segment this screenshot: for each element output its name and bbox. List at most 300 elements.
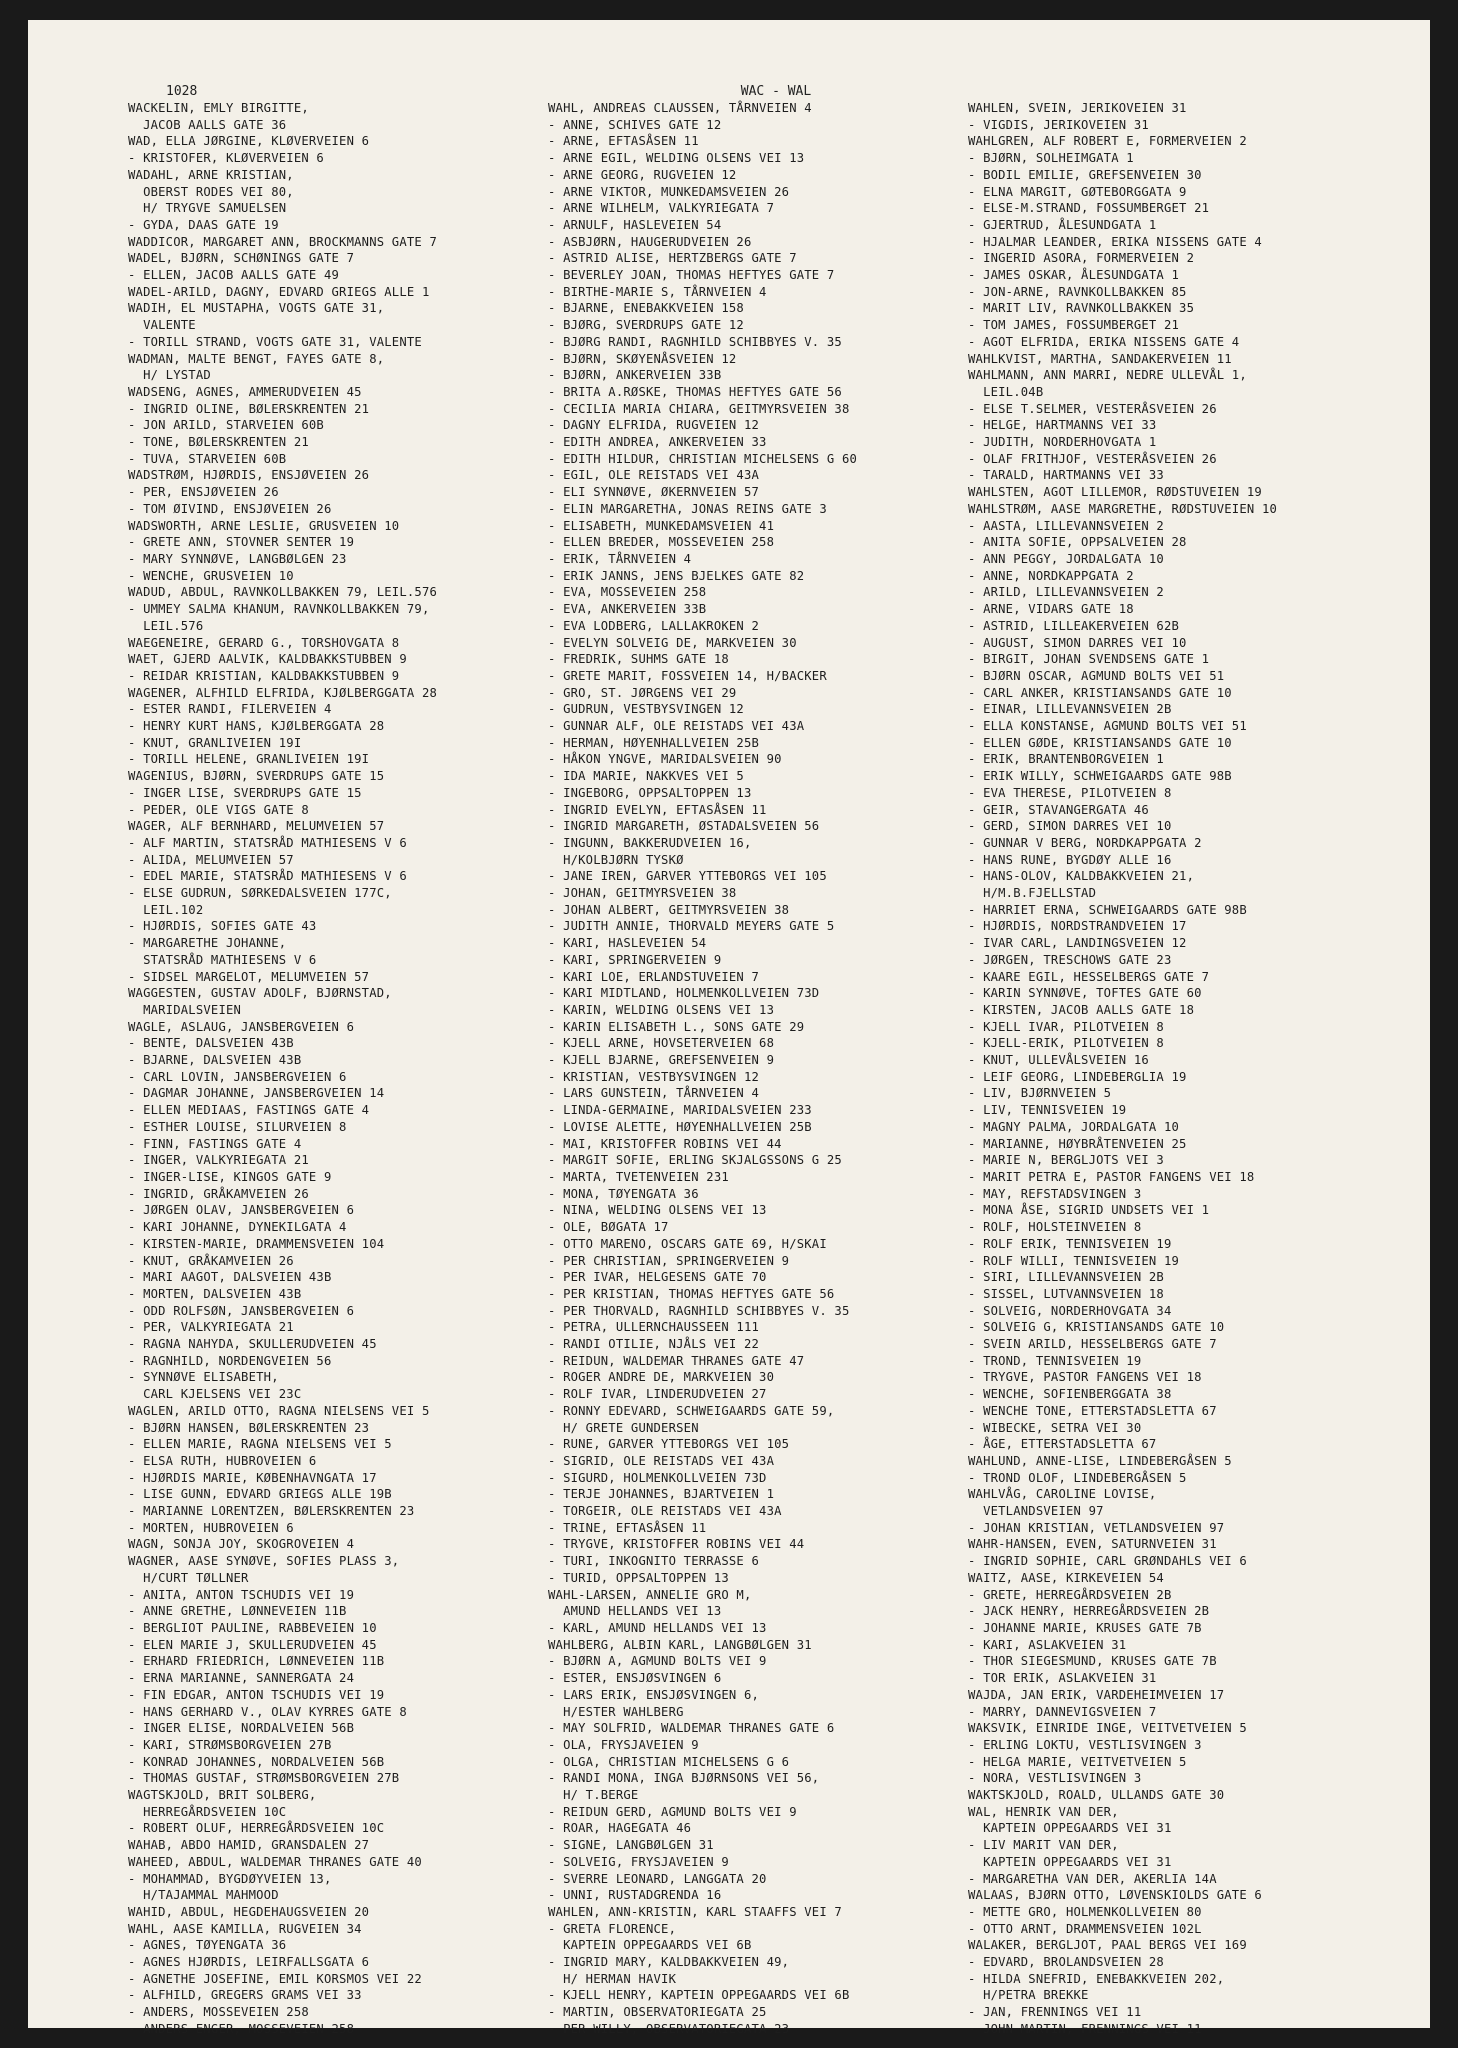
- directory-entry: - DAGMAR JOHANNE, JANSBERGVEIEN 14: [128, 1086, 385, 1101]
- directory-entry: - ARNE, EFTASÅSEN 11: [548, 134, 699, 149]
- directory-entry: - JAN, FRENNINGS VEI 11: [968, 2005, 1142, 2020]
- directory-entry: - EDITH HILDUR, CHRISTIAN MICHELSENS G 60: [548, 451, 858, 466]
- directory-entry: - EVA LODBERG, LALLAKROKEN 2: [548, 618, 760, 633]
- directory-entry: WAHLSTEN, AGOT LILLEMOR, RØDSTUVEIEN 19: [968, 485, 1262, 500]
- directory-entry: WAKSVIK, EINRIDE INGE, VEITVETVEIEN 5: [968, 1721, 1247, 1736]
- directory-entry: - RUNE, GARVER YTTEBORGS VEI 105: [548, 1437, 790, 1452]
- directory-entry: - GUNNAR ALF, OLE REISTADS VEI 43A: [548, 719, 805, 734]
- directory-entry: - EDEL MARIE, STATSRÅD MATHIESENS V 6: [128, 869, 407, 884]
- directory-column-2: [548, 100, 948, 2038]
- directory-entry: - OTTO MARENO, OSCARS GATE 69, H/SKAI: [548, 1236, 827, 1251]
- directory-entry: - RANDI MONA, INGA BJØRNSONS VEI 56,: [548, 1771, 820, 1786]
- directory-entry: - PEDER, OLE VIGS GATE 8: [128, 802, 309, 817]
- directory-entry: - TARALD, HARTMANNS VEI 33: [968, 468, 1164, 483]
- directory-entry: - CECILIA MARIA CHIARA, GEITMYRSVEIEN 38: [548, 401, 850, 416]
- directory-entry: - ANDERS ENGER, MOSSEVEIEN 258: [128, 2021, 355, 2036]
- directory-entry: - INGERID ASORA, FORMERVEIEN 2: [968, 251, 1195, 266]
- directory-entry: - ANDERS, MOSSEVEIEN 258: [128, 2005, 309, 2020]
- directory-entry: WAHLMANN, ANN MARRI, NEDRE ULLEVÅL 1,: [968, 368, 1247, 383]
- directory-entry: - PER, VALKYRIEGATA 21: [128, 1320, 294, 1335]
- directory-entry: WAGGESTEN, GUSTAV ADOLF, BJØRNSTAD,: [128, 986, 392, 1001]
- directory-entry: - INGUNN, BAKKERUDVEIEN 16,: [548, 835, 752, 850]
- directory-entry: - ELLEN BREDER, MOSSEVEIEN 258: [548, 535, 775, 550]
- directory-entry: - TOR ERIK, ASLAKVEIEN 31: [968, 1671, 1157, 1686]
- directory-entry: H/ T.BERGE: [548, 1788, 639, 1803]
- directory-entry: - EGIL, OLE REISTADS VEI 43A: [548, 468, 760, 483]
- directory-entry: - JAMES OSKAR, ÅLESUNDGATA 1: [968, 268, 1180, 283]
- directory-entry: - KJELL IVAR, PILOTVEIEN 8: [968, 1019, 1164, 1034]
- directory-entry: - PER WILLY, OBSERVATORIEGATA 23: [548, 2021, 790, 2036]
- directory-entry: - MARGARETHE JOHANNE,: [128, 936, 287, 951]
- directory-entry: - PER, ENSJØVEIEN 26: [128, 485, 279, 500]
- directory-entry: WAGLEN, ARILD OTTO, RAGNA NIELSENS VEI 5: [128, 1403, 430, 1418]
- directory-entry: - KARI, ASLAKVEIEN 31: [968, 1637, 1127, 1652]
- directory-entry: - REIDAR KRISTIAN, KALDBAKKSTUBBEN 9: [128, 668, 400, 683]
- directory-entry: - ARNE VIKTOR, MUNKEDAMSVEIEN 26: [548, 184, 790, 199]
- directory-entry: - ASBJØRN, HAUGERUDVEIEN 26: [548, 234, 752, 249]
- directory-entry: WADAHL, ARNE KRISTIAN,: [128, 167, 294, 182]
- directory-entry: - ELIN MARGARETHA, JONAS REINS GATE 3: [548, 501, 827, 516]
- directory-entry: - BENTE, DALSVEIEN 43B: [128, 1036, 294, 1051]
- directory-entry: STATSRÅD MATHIESENS V 6: [128, 952, 317, 967]
- directory-entry: - KRISTOFER, KLØVERVEIEN 6: [128, 151, 324, 166]
- directory-entry: - GRETE ANN, STOVNER SENTER 19: [128, 535, 355, 550]
- directory-entry: - JOHN MARTIN, FRENNINGS VEI 11: [968, 2021, 1202, 2036]
- directory-entry: - TOM JAMES, FOSSUMBERGET 21: [968, 318, 1180, 333]
- directory-entry: - ANN PEGGY, JORDALGATA 10: [968, 551, 1164, 566]
- directory-entry: - EDITH ANDREA, ANKERVEIEN 33: [548, 435, 767, 450]
- directory-entry: LEIL.576: [128, 618, 204, 633]
- directory-column-3: [968, 100, 1368, 2038]
- directory-entry: WAHLEN, ANN-KRISTIN, KARL STAAFFS VEI 7: [548, 1904, 842, 1919]
- directory-entry: - HERMAN, HØYENHALLVEIEN 25B: [548, 735, 760, 750]
- directory-entry: - ERIK, TÅRNVEIEN 4: [548, 551, 692, 566]
- directory-entry: - BJØRN, SKØYENÅSVEIEN 12: [548, 351, 737, 366]
- page-number: 1028: [166, 84, 198, 99]
- directory-entry: - ASTRID, LILLEAKERVEIEN 62B: [968, 618, 1180, 633]
- directory-entry: KAPTEIN OPPEGAARDS VEI 6B: [548, 1938, 752, 1953]
- directory-entry: - PETRA, ULLERNCHAUSSEEN 111: [548, 1320, 760, 1335]
- directory-entry: - LOVISE ALETTE, HØYENHALLVEIEN 25B: [548, 1119, 812, 1134]
- directory-entry: - ELLEN GØDE, KRISTIANSANDS GATE 10: [968, 735, 1232, 750]
- directory-entry: - AGNES HJØRDIS, LEIRFALLSGATA 6: [128, 1955, 370, 1970]
- directory-entry: - JON ARILD, STARVEIEN 60B: [128, 418, 324, 433]
- directory-entry: - RONNY EDEVARD, SCHWEIGAARDS GATE 59,: [548, 1403, 835, 1418]
- directory-entry: - MARIANNE LORENTZEN, BØLERSKRENTEN 23: [128, 1504, 415, 1519]
- directory-entry: - KJELL HENRY, KAPTEIN OPPEGAARDS VEI 6B: [548, 1988, 850, 2003]
- directory-entry: WAHEED, ABDUL, WALDEMAR THRANES GATE 40: [128, 1854, 422, 1869]
- directory-entry: - SOLVEIG, FRYSJAVEIEN 9: [548, 1854, 729, 1869]
- directory-entry: - TORILL HELENE, GRANLIVEIEN 19I: [128, 752, 370, 767]
- directory-entry: - TERJE JOHANNES, BJARTVEIEN 1: [548, 1487, 775, 1502]
- directory-entry: KAPTEIN OPPEGAARDS VEI 31: [968, 1854, 1172, 1869]
- directory-entry: - INGRID OLINE, BØLERSKRENTEN 21: [128, 401, 370, 416]
- directory-entry: - AASTA, LILLEVANNSVEIEN 2: [968, 518, 1164, 533]
- directory-entry: - TROND, TENNISVEIEN 19: [968, 1353, 1142, 1368]
- directory-entry: - TROND OLOF, LINDEBERGÅSEN 5: [968, 1470, 1187, 1485]
- directory-entry: - ELLA KONSTANSE, AGMUND BOLTS VEI 51: [968, 719, 1247, 734]
- directory-entry: - LEIF GEORG, LINDEBERGLIA 19: [968, 1069, 1187, 1084]
- directory-entry: - AGNES, TØYENGATA 36: [128, 1938, 287, 1953]
- directory-entry: - ERNA MARIANNE, SANNERGATA 24: [128, 1671, 355, 1686]
- directory-entry: WAHR-HANSEN, EVEN, SATURNVEIEN 31: [968, 1537, 1217, 1552]
- directory-entry: - THOMAS GUSTAF, STRØMSBORGVEIEN 27B: [128, 1771, 400, 1786]
- directory-entry: WADSWORTH, ARNE LESLIE, GRUSVEIEN 10: [128, 518, 400, 533]
- directory-entry: - NINA, WELDING OLSENS VEI 13: [548, 1203, 767, 1218]
- directory-entry: - FREDRIK, SUHMS GATE 18: [548, 652, 729, 667]
- directory-entry: - JØRGEN, TRESCHOWS GATE 23: [968, 952, 1172, 967]
- directory-entry: - HELGA MARIE, VEITVETVEIEN 5: [968, 1754, 1187, 1769]
- directory-entry: - MAGNY PALMA, JORDALGATA 10: [968, 1119, 1180, 1134]
- directory-entry: - JOHAN KRISTIAN, VETLANDSVEIEN 97: [968, 1520, 1225, 1535]
- directory-entry: - ARNE GEORG, RUGVEIEN 12: [548, 167, 737, 182]
- directory-entry: - BIRGIT, JOHAN SVENDSENS GATE 1: [968, 652, 1210, 667]
- directory-entry: H/ HERMAN HAVIK: [548, 1971, 677, 1986]
- directory-entry: - ARNE, VIDARS GATE 18: [968, 602, 1134, 617]
- directory-entry: - MARY SYNNØVE, LANGBØLGEN 23: [128, 551, 347, 566]
- directory-entry: - ROLF, HOLSTEINVEIEN 8: [968, 1220, 1142, 1235]
- directory-entry: - GERD, SIMON DARRES VEI 10: [968, 819, 1172, 834]
- directory-entry: - BJØRN, ANKERVEIEN 33B: [548, 368, 722, 383]
- directory-entry: - ÅGE, ETTERSTADSLETTA 67: [968, 1437, 1157, 1452]
- directory-entry: - AGNETHE JOSEFINE, EMIL KORSMOS VEI 22: [128, 1971, 422, 1986]
- directory-entry: WAGENIUS, BJØRN, SVERDRUPS GATE 15: [128, 769, 385, 784]
- directory-entry: - INGER-LISE, KINGOS GATE 9: [128, 1170, 332, 1184]
- directory-entry: - GJERTRUD, ÅLESUNDGATA 1: [968, 217, 1157, 232]
- directory-entry: - ROLF IVAR, LINDERUDVEIEN 27: [548, 1387, 767, 1402]
- directory-entry: - BJARNE, DALSVEIEN 43B: [128, 1053, 302, 1068]
- directory-entry: - EDVARD, BROLANDSVEIEN 28: [968, 1955, 1164, 1970]
- directory-entry: - RAGNA NAHYDA, SKULLERUDVEIEN 45: [128, 1337, 377, 1352]
- directory-entry: - VIGDIS, JERIKOVEIEN 31: [968, 117, 1149, 132]
- directory-entry: H/ GRETE GUNDERSEN: [548, 1420, 699, 1435]
- directory-entry: - BJØRN, SOLHEIMGATA 1: [968, 151, 1134, 166]
- directory-entry: - LIV, TENNISVEIEN 19: [968, 1103, 1127, 1118]
- directory-entry: - MARGARETHA VAN DER, AKERLIA 14A: [968, 1871, 1217, 1886]
- directory-entry: - SOLVEIG G, KRISTIANSANDS GATE 10: [968, 1320, 1225, 1335]
- directory-entry: - PER KRISTIAN, THOMAS HEFTYES GATE 56: [548, 1286, 835, 1301]
- directory-entry: - ANITA, ANTON TSCHUDIS VEI 19: [128, 1587, 355, 1602]
- directory-entry: WADEL, BJØRN, SCHØNINGS GATE 7: [128, 251, 355, 266]
- directory-entry: - BIRTHE-MARIE S, TÅRNVEIEN 4: [548, 284, 767, 299]
- directory-entry: - HANS GERHARD V., OLAV KYRRES GATE 8: [128, 1704, 407, 1719]
- directory-entry: - GRETE, HERREGÅRDSVEIEN 2B: [968, 1587, 1172, 1602]
- directory-entry: - ROAR, HAGEGATA 46: [548, 1821, 692, 1836]
- directory-entry: - KARI, STRØMSBORGVEIEN 27B: [128, 1737, 332, 1752]
- directory-entry: - WENCHE, GRUSVEIEN 10: [128, 568, 294, 583]
- directory-entry: WAHLEN, SVEIN, JERIKOVEIEN 31: [968, 101, 1187, 115]
- directory-entry: - MONA ÅSE, SIGRID UNDSETS VEI 1: [968, 1203, 1210, 1218]
- directory-entry: - ANNE, SCHIVES GATE 12: [548, 117, 722, 132]
- directory-entry: - OLE, BØGATA 17: [548, 1220, 669, 1235]
- directory-entry: - BJØRN A, AGMUND BOLTS VEI 9: [548, 1654, 767, 1669]
- directory-entry: - UNNI, RUSTADGRENDA 16: [548, 1888, 722, 1903]
- directory-entry: - BODIL EMILIE, GREFSENVEIEN 30: [968, 167, 1202, 182]
- directory-entry: - TRINE, EFTASÅSEN 11: [548, 1520, 707, 1535]
- directory-entry: - SOLVEIG, NORDERHOVGATA 34: [968, 1303, 1172, 1318]
- directory-entry: - UMMEY SALMA KHANUM, RAVNKOLLBAKKEN 79,: [128, 602, 430, 617]
- directory-entry: WAJDA, JAN ERIK, VARDEHEIMVEIEN 17: [968, 1687, 1225, 1702]
- directory-entry: WAHLUND, ANNE-LISE, LINDEBERGÅSEN 5: [968, 1453, 1232, 1468]
- directory-entry: VETLANDSVEIEN 97: [968, 1504, 1104, 1519]
- directory-entry: - OLA, FRYSJAVEIEN 9: [548, 1737, 699, 1752]
- directory-entry: - ELLEN, JACOB AALLS GATE 49: [128, 268, 340, 283]
- directory-entry: - EVELYN SOLVEIG DE, MARKVEIEN 30: [548, 635, 797, 650]
- directory-entry: WAHAB, ABDO HAMID, GRANSDALEN 27: [128, 1838, 370, 1853]
- directory-entry: - SIGNE, LANGBØLGEN 31: [548, 1838, 714, 1853]
- directory-entry: - HANS-OLOV, KALDBAKKVEIEN 21,: [968, 869, 1195, 884]
- directory-entry: - GUNNAR V BERG, NORDKAPPGATA 2: [968, 835, 1202, 850]
- directory-entry: - BERGLIOT PAULINE, RABBEVEIEN 10: [128, 1620, 377, 1635]
- directory-entry: - KNUT, GRANLIVEIEN 19I: [128, 735, 302, 750]
- directory-entry: H/ LYSTAD: [128, 368, 211, 383]
- directory-entry: WADEL-ARILD, DAGNY, EDVARD GRIEGS ALLE 1: [128, 284, 430, 299]
- directory-entry: - INGRID SOPHIE, CARL GRØNDAHLS VEI 6: [968, 1554, 1247, 1569]
- directory-entry: - SISSEL, LUTVANNSVEIEN 18: [968, 1286, 1164, 1301]
- directory-entry: - KJELL BJARNE, GREFSENVEIEN 9: [548, 1053, 775, 1068]
- directory-entry: - HANS RUNE, BYGDØY ALLE 16: [968, 852, 1172, 867]
- directory-entry: WAHL-LARSEN, ANNELIE GRO M,: [548, 1587, 752, 1602]
- directory-entry: - JOHAN, GEITMYRSVEIEN 38: [548, 886, 737, 901]
- directory-entry: - GUDRUN, VESTBYSVINGEN 12: [548, 702, 744, 717]
- directory-entry: - ANNE GRETHE, LØNNEVEIEN 11B: [128, 1604, 347, 1619]
- directory-entry: - MARIANNE, HØYBRÅTENVEIEN 25: [968, 1136, 1187, 1151]
- directory-entry: LEIL.04B: [968, 384, 1044, 399]
- directory-entry: HERREGÅRDSVEIEN 10C: [128, 1804, 287, 1819]
- directory-entry: - JANE IREN, GARVER YTTEBORGS VEI 105: [548, 869, 827, 884]
- directory-entry: - INGRID MARGARETH, ØSTADALSVEIEN 56: [548, 819, 820, 834]
- page-range: WAC - WAL: [740, 84, 812, 99]
- directory-entry: - KNUT, GRÅKAMVEIEN 26: [128, 1253, 294, 1268]
- directory-entry: - WENCHE, SOFIENBERGGATA 38: [968, 1387, 1172, 1402]
- directory-entry: - HENRY KURT HANS, KJØLBERGGATA 28: [128, 719, 385, 734]
- directory-entry: - ROGER ANDRE DE, MARKVEIEN 30: [548, 1370, 775, 1385]
- directory-entry: - ALIDA, MELUMVEIEN 57: [128, 852, 294, 867]
- directory-entry: - SIRI, LILLEVANNSVEIEN 2B: [968, 1270, 1164, 1285]
- directory-entry: - IVAR CARL, LANDINGSVEIEN 12: [968, 936, 1187, 951]
- directory-entry: H/ TRYGVE SAMUELSEN: [128, 201, 287, 216]
- directory-entry: H/CURT TØLLNER: [128, 1570, 249, 1585]
- directory-entry: - BJØRG, SVERDRUPS GATE 12: [548, 318, 744, 333]
- directory-entry: WAHLKVIST, MARTHA, SANDAKERVEIEN 11: [968, 351, 1232, 366]
- directory-entry: MARIDALSVEIEN: [128, 1002, 242, 1017]
- directory-entry: - JACK HENRY, HERREGÅRDSVEIEN 2B: [968, 1604, 1210, 1619]
- directory-entry: - SIGRID, OLE REISTADS VEI 43A: [548, 1453, 775, 1468]
- directory-entry: - ELNA MARGIT, GØTEBORGGATA 9: [968, 184, 1187, 199]
- directory-entry: WAET, GJERD AALVIK, KALDBAKKSTUBBEN 9: [128, 652, 407, 667]
- directory-entry: - HELGE, HARTMANNS VEI 33: [968, 418, 1157, 433]
- directory-entry: - ERIK JANNS, JENS BJELKES GATE 82: [548, 568, 805, 583]
- directory-entry: - TORGEIR, OLE REISTADS VEI 43A: [548, 1504, 782, 1519]
- directory-entry: - IDA MARIE, NAKKVES VEI 5: [548, 769, 744, 784]
- directory-entry: - ARNE WILHELM, VALKYRIEGATA 7: [548, 201, 775, 216]
- directory-entry: - JØRGEN OLAV, JANSBERGVEIEN 6: [128, 1203, 355, 1218]
- directory-entry: - THOR SIEGESMUND, KRUSES GATE 7B: [968, 1654, 1217, 1669]
- directory-entry: - JOHAN ALBERT, GEITMYRSVEIEN 38: [548, 902, 790, 917]
- directory-entry: - ROLF WILLI, TENNISVEIEN 19: [968, 1253, 1180, 1268]
- directory-entry: - KARIN ELISABETH L., SONS GATE 29: [548, 1019, 805, 1034]
- directory-entry: - ESTER RANDI, FILERVEIEN 4: [128, 702, 332, 717]
- directory-entry: WAGLE, ASLAUG, JANSBERGVEIEN 6: [128, 1019, 355, 1034]
- directory-entry: KAPTEIN OPPEGAARDS VEI 31: [968, 1821, 1172, 1836]
- directory-entry: - INGRID EVELYN, EFTASÅSEN 11: [548, 802, 767, 817]
- directory-entry: - PER IVAR, HELGESENS GATE 70: [548, 1270, 767, 1285]
- directory-entry: OBERST RODES VEI 80,: [128, 184, 294, 199]
- directory-entry: - KONRAD JOHANNES, NORDALVEIEN 56B: [128, 1754, 385, 1769]
- directory-entry: - ELISABETH, MUNKEDAMSVEIEN 41: [548, 518, 775, 533]
- directory-entry: - SYNNØVE ELISABETH,: [128, 1370, 279, 1385]
- directory-entry: - GRETA FLORENCE,: [548, 1921, 677, 1936]
- directory-entry: JACOB AALLS GATE 36: [128, 117, 287, 132]
- directory-entry: - ERIK, BRANTENBORGVEIEN 1: [968, 752, 1164, 767]
- directory-entry: H/TAJAMMAL MAHMOOD: [128, 1888, 279, 1903]
- directory-entry: - KARI MIDTLAND, HOLMENKOLLVEIEN 73D: [548, 986, 820, 1001]
- directory-entry: - REIDUN, WALDEMAR THRANES GATE 47: [548, 1353, 805, 1368]
- directory-entry: - MARIT PETRA E, PASTOR FANGENS VEI 18: [968, 1170, 1255, 1184]
- directory-entry: - INGEBORG, OPPSALTOPPEN 13: [548, 785, 752, 800]
- directory-entry: - KAARE EGIL, HESSELBERGS GATE 7: [968, 969, 1210, 984]
- directory-entry: - LARS ERIK, ENSJØSVINGEN 6,: [548, 1687, 760, 1702]
- directory-entry: - GRO, ST. JØRGENS VEI 29: [548, 685, 737, 700]
- directory-entry: - ANNE, NORDKAPPGATA 2: [968, 568, 1134, 583]
- directory-entry: - ASTRID ALISE, HERTZBERGS GATE 7: [548, 251, 797, 266]
- directory-entry: - BEVERLEY JOAN, THOMAS HEFTYES GATE 7: [548, 268, 835, 283]
- directory-entry: - MARTIN, OBSERVATORIEGATA 25: [548, 2005, 767, 2020]
- directory-entry: - METTE GRO, HOLMENKOLLVEIEN 80: [968, 1904, 1202, 1919]
- directory-entry: - MORTEN, HUBROVEIEN 6: [128, 1520, 294, 1535]
- directory-entry: - MORTEN, DALSVEIEN 43B: [128, 1286, 302, 1301]
- directory-entry: WAL, HENRIK VAN DER,: [968, 1804, 1119, 1819]
- directory-entry: - GYDA, DAAS GATE 19: [128, 217, 279, 232]
- directory-entry: - MARI AAGOT, DALSVEIEN 43B: [128, 1270, 332, 1285]
- directory-entry: WAGNER, AASE SYNØVE, SOFIES PLASS 3,: [128, 1554, 400, 1569]
- directory-entry: - JUDITH ANNIE, THORVALD MEYERS GATE 5: [548, 919, 835, 934]
- directory-entry: WAHL, ANDREAS CLAUSSEN, TÅRNVEIEN 4: [548, 101, 812, 115]
- directory-entry: - ELSE T.SELMER, VESTERÅSVEIEN 26: [968, 401, 1217, 416]
- directory-entry: - TRYGVE, PASTOR FANGENS VEI 18: [968, 1370, 1202, 1385]
- directory-entry: - HJØRDIS MARIE, KØBENHAVNGATA 17: [128, 1470, 377, 1485]
- directory-entry: - MARIT LIV, RAVNKOLLBAKKEN 35: [968, 301, 1195, 316]
- directory-entry: - TONE, BØLERSKRENTEN 21: [128, 435, 309, 450]
- directory-entry: - GRETE MARIT, FOSSVEIEN 14, H/BACKER: [548, 668, 827, 683]
- directory-entry: WAD, ELLA JØRGINE, KLØVERVEIEN 6: [128, 134, 370, 149]
- directory-entry: - ERIK WILLY, SCHWEIGAARDS GATE 98B: [968, 769, 1232, 784]
- directory-entry: - ELSA RUTH, HUBROVEIEN 6: [128, 1453, 317, 1468]
- directory-entry: - PER THORVALD, RAGNHILD SCHIBBYES V. 35: [548, 1303, 850, 1318]
- directory-entry: - KARIN, WELDING OLSENS VEI 13: [548, 1002, 775, 1017]
- directory-entry: - TURID, OPPSALTOPPEN 13: [548, 1570, 729, 1585]
- directory-entry: - EVA, ANKERVEIEN 33B: [548, 602, 707, 617]
- directory-entry: - KARIN SYNNØVE, TOFTES GATE 60: [968, 986, 1202, 1001]
- directory-entry: - TORILL STRAND, VOGTS GATE 31, VALENTE: [128, 334, 422, 349]
- directory-entry: - RAGNHILD, NORDENGVEIEN 56: [128, 1353, 332, 1368]
- directory-entry: - JUDITH, NORDERHOVGATA 1: [968, 435, 1157, 450]
- directory-entry: - ELI SYNNØVE, ØKERNVEIEN 57: [548, 485, 760, 500]
- directory-entry: - HJØRDIS, SOFIES GATE 43: [128, 919, 317, 934]
- directory-entry: - INGRID, GRÅKAMVEIEN 26: [128, 1186, 309, 1201]
- directory-entry: - INGER, VALKYRIEGATA 21: [128, 1153, 309, 1168]
- directory-entry: - MAY, REFSTADSVINGEN 3: [968, 1186, 1142, 1201]
- directory-entry: WADMAN, MALTE BENGT, FAYES GATE 8,: [128, 351, 385, 366]
- directory-entry: - TRYGVE, KRISTOFFER ROBINS VEI 44: [548, 1537, 805, 1552]
- directory-entry: WADIH, EL MUSTAPHA, VOGTS GATE 31,: [128, 301, 385, 316]
- directory-entry: WAHLVÅG, CAROLINE LOVISE,: [968, 1487, 1157, 1502]
- directory-entry: - TURI, INKOGNITO TERRASSE 6: [548, 1554, 760, 1569]
- directory-entry: - LARS GUNSTEIN, TÅRNVEIEN 4: [548, 1086, 760, 1101]
- directory-entry: - MAY SOLFRID, WALDEMAR THRANES GATE 6: [548, 1721, 835, 1736]
- directory-entry: - NORA, VESTLISVINGEN 3: [968, 1771, 1142, 1786]
- directory-entry: - CARL ANKER, KRISTIANSANDS GATE 10: [968, 685, 1232, 700]
- directory-entry: - HÅKON YNGVE, MARIDALSVEIEN 90: [548, 752, 782, 767]
- directory-entry: - ANITA SOFIE, OPPSALVEIEN 28: [968, 535, 1187, 550]
- directory-entry: - ARNULF, HASLEVEIEN 54: [548, 217, 722, 232]
- directory-entry: H/PETRA BREKKE: [968, 1988, 1089, 2003]
- directory-entry: - OTTO ARNT, DRAMMENSVEIEN 102L: [968, 1921, 1202, 1936]
- directory-entry: - LINDA-GERMAINE, MARIDALSVEIEN 233: [548, 1103, 812, 1118]
- directory-entry: - KARI, HASLEVEIEN 54: [548, 936, 707, 951]
- directory-entry: - MARTA, TVETENVEIEN 231: [548, 1170, 729, 1184]
- directory-entry: WAGER, ALF BERNHARD, MELUMVEIEN 57: [128, 819, 385, 834]
- directory-entry: - KARI, SPRINGERVEIEN 9: [548, 952, 722, 967]
- directory-entry: - BJØRN HANSEN, BØLERSKRENTEN 23: [128, 1420, 370, 1435]
- directory-entry: - KARL, AMUND HELLANDS VEI 13: [548, 1620, 767, 1635]
- directory-entry: - HJALMAR LEANDER, ERIKA NISSENS GATE 4: [968, 234, 1262, 249]
- directory-entry: - BJARNE, ENEBAKKVEIEN 158: [548, 301, 744, 316]
- directory-entry: - EVA, MOSSEVEIEN 258: [548, 585, 707, 600]
- directory-entry: - REIDUN GERD, AGMUND BOLTS VEI 9: [548, 1804, 797, 1819]
- directory-entry: - FINN, FASTINGS GATE 4: [128, 1136, 302, 1151]
- directory-entry: - ROBERT OLUF, HERREGÅRDSVEIEN 10C: [128, 1821, 385, 1836]
- directory-entry: WACKELIN, EMLY BIRGITTE,: [128, 101, 309, 115]
- directory-entry: - ELLEN MARIE, RAGNA NIELSENS VEI 5: [128, 1437, 392, 1452]
- directory-entry: - ROLF ERIK, TENNISVEIEN 19: [968, 1236, 1172, 1251]
- directory-entry: - MONA, TØYENGATA 36: [548, 1186, 699, 1201]
- directory-entry: - WIBECKE, SETRA VEI 30: [968, 1420, 1142, 1435]
- directory-entry: WADSENG, AGNES, AMMERUDVEIEN 45: [128, 384, 362, 399]
- directory-entry: - ARNE EGIL, WELDING OLSENS VEI 13: [548, 151, 805, 166]
- directory-entry: WAITZ, AASE, KIRKEVEIEN 54: [968, 1570, 1164, 1585]
- directory-entry: - AUGUST, SIMON DARRES VEI 10: [968, 635, 1187, 650]
- directory-entry: VALENTE: [128, 318, 196, 333]
- directory-entry: WAHID, ABDUL, HEGDEHAUGSVEIEN 20: [128, 1904, 370, 1919]
- directory-entry: - JOHANNE MARIE, KRUSES GATE 7B: [968, 1620, 1202, 1635]
- directory-entry: - TOM ØIVIND, ENSJØVEIEN 26: [128, 501, 332, 516]
- directory-entry: - CARL LOVIN, JANSBERGVEIEN 6: [128, 1069, 347, 1084]
- directory-entry: WALAKER, BERGLJOT, PAAL BERGS VEI 169: [968, 1938, 1247, 1953]
- directory-entry: - ERLING LOKTU, VESTLISVINGEN 3: [968, 1737, 1202, 1752]
- directory-entry: - BRITA A.RØSKE, THOMAS HEFTYES GATE 56: [548, 384, 842, 399]
- directory-entry: - WENCHE TONE, ETTERSTADSLETTA 67: [968, 1403, 1217, 1418]
- directory-entry: - GEIR, STAVANGERGATA 46: [968, 802, 1149, 817]
- directory-entry: - FIN EDGAR, ANTON TSCHUDIS VEI 19: [128, 1687, 385, 1702]
- directory-entry: - ELEN MARIE J, SKULLERUDVEIEN 45: [128, 1637, 377, 1652]
- directory-entry: - ERHARD FRIEDRICH, LØNNEVEIEN 11B: [128, 1654, 385, 1669]
- directory-entry: WADDICOR, MARGARET ANN, BROCKMANNS GATE 7: [128, 234, 438, 249]
- directory-entry: - MARIE N, BERGLJOTS VEI 3: [968, 1153, 1164, 1168]
- directory-entry: - MARGIT SOFIE, ERLING SKJALGSSONS G 25: [548, 1153, 842, 1168]
- directory-entry: - LISE GUNN, EDVARD GRIEGS ALLE 19B: [128, 1487, 392, 1502]
- directory-entry: - TUVA, STARVEIEN 60B: [128, 451, 287, 466]
- directory-entry: - SVERRE LEONARD, LANGGATA 20: [548, 1871, 767, 1886]
- directory-entry: WAGN, SONJA JOY, SKOGROVEIEN 4: [128, 1537, 355, 1552]
- directory-entry: - ELSE-M.STRAND, FOSSUMBERGET 21: [968, 201, 1210, 216]
- directory-entry: - ESTER, ENSJØSVINGEN 6: [548, 1671, 722, 1686]
- directory-entry: - INGER ELISE, NORDALVEIEN 56B: [128, 1721, 355, 1736]
- directory-entry: - OLGA, CHRISTIAN MICHELSENS G 6: [548, 1754, 790, 1769]
- directory-entry: - ALFHILD, GREGERS GRAMS VEI 33: [128, 1988, 362, 2003]
- directory-entry: AMUND HELLANDS VEI 13: [548, 1604, 722, 1619]
- directory-entry: - LIV, BJØRNVEIEN 5: [968, 1086, 1112, 1101]
